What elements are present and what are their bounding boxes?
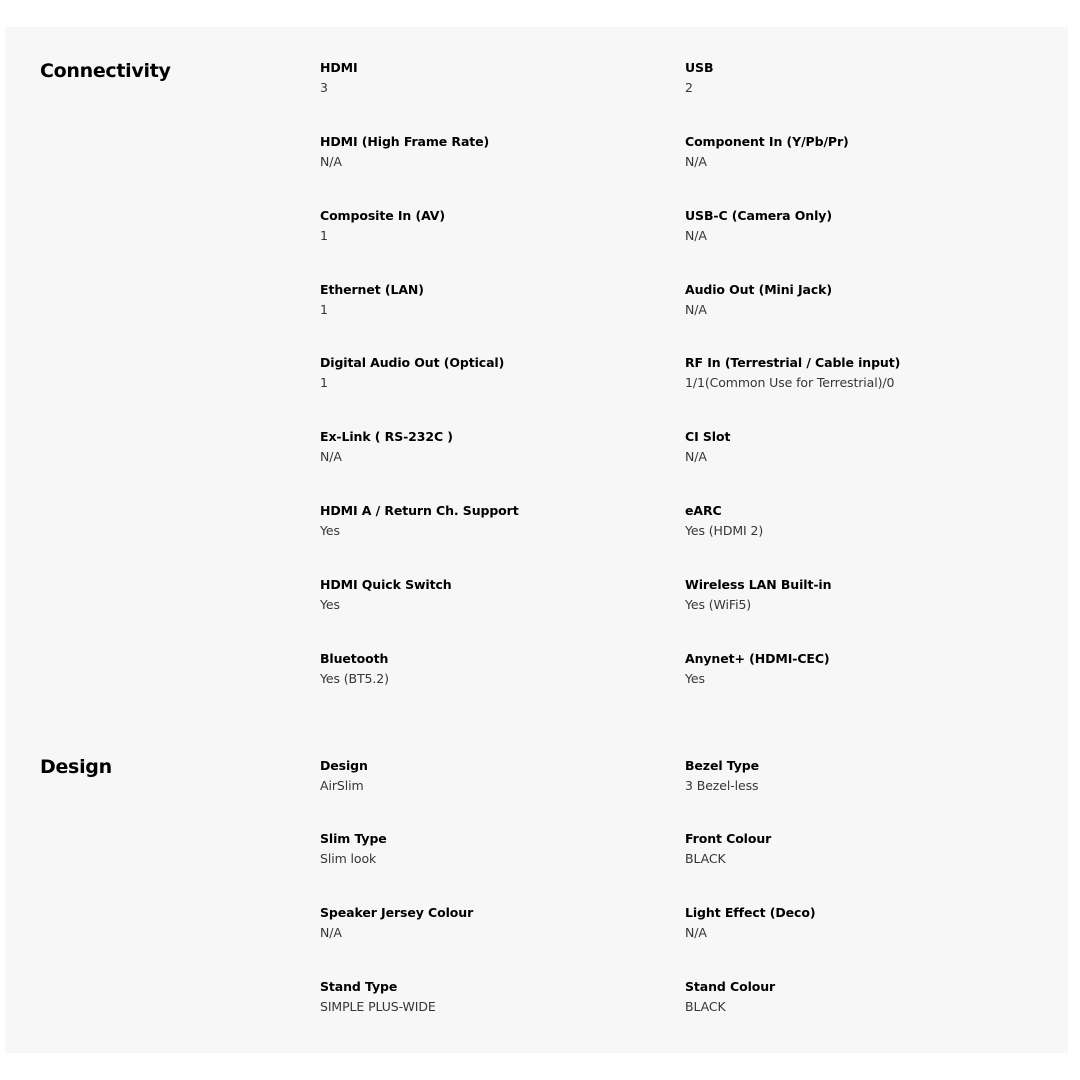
spec-label: RF In (Terrestrial / Cable input) [685,355,901,370]
spec-item [320,905,660,941]
spec-label: USB [685,60,714,75]
spec-value: N/A [685,925,707,940]
spec-label: Slim Type [320,831,387,846]
spec-item [320,355,660,391]
spec-label: eARC [685,503,722,518]
spec-value: 1 [320,228,328,243]
spec-item [685,651,1025,687]
spec-label: Stand Type [320,979,398,994]
spec-item [685,831,1025,867]
spec-label: CI Slot [685,429,731,444]
spec-label: HDMI [320,60,358,75]
spec-label: Stand Colour [685,979,776,994]
spec-item [685,503,1025,539]
spec-item [685,208,1025,244]
spec-label: Composite In (AV) [320,208,445,223]
spec-item [320,60,660,96]
spec-item [685,979,1025,1015]
spec-value: 1 [320,375,328,390]
spec-item [320,429,660,465]
spec-value: Yes [320,523,340,538]
spec-item [320,651,660,687]
spec-value: 2 [685,80,693,95]
spec-value: Yes [320,597,340,612]
spec-value: N/A [685,154,707,169]
spec-value: 3 Bezel-less [685,778,759,793]
spec-label: Front Colour [685,831,772,846]
spec-value: N/A [685,449,707,464]
spec-item [320,503,660,539]
spec-label: Ethernet (LAN) [320,282,424,297]
spec-item [320,577,660,613]
spec-value: AirSlim [320,778,364,793]
spec-item [320,208,660,244]
spec-item [320,758,660,794]
spec-panel [5,27,1068,1053]
spec-value: 1 [320,302,328,317]
spec-label: Speaker Jersey Colour [320,905,474,920]
spec-value: BLACK [685,999,726,1014]
spec-label: Audio Out (Mini Jack) [685,282,832,297]
spec-item [320,831,660,867]
section-title: Connectivity [40,60,171,82]
spec-value: N/A [320,154,342,169]
spec-item [685,282,1025,318]
spec-value: Slim look [320,851,377,866]
spec-item [685,429,1025,465]
spec-value: 3 [320,80,328,95]
spec-label: Wireless LAN Built-in [685,577,832,592]
spec-item [320,979,660,1015]
section-title: Design [40,756,112,778]
spec-item [685,355,1025,391]
spec-label: Bezel Type [685,758,760,773]
spec-label: Anynet+ (HDMI-CEC) [685,651,830,666]
spec-item [685,577,1025,613]
spec-item [685,905,1025,941]
spec-label: Ex-Link ( RS-232C ) [320,429,453,444]
spec-item [685,758,1025,794]
spec-item [320,134,660,170]
spec-label: HDMI A / Return Ch. Support [320,503,519,518]
spec-label: Component In (Y/Pb/Pr) [685,134,849,149]
spec-label: USB-C (Camera Only) [685,208,832,223]
spec-value: 1/1(Common Use for Terrestrial)/0 [685,375,895,390]
spec-value: SIMPLE PLUS-WIDE [320,999,436,1014]
spec-label: HDMI (High Frame Rate) [320,134,490,149]
spec-value: N/A [320,449,342,464]
spec-value: N/A [685,228,707,243]
spec-value: BLACK [685,851,726,866]
spec-label: Light Effect (Deco) [685,905,816,920]
spec-value: Yes [685,671,705,686]
spec-value: Yes (BT5.2) [320,671,389,686]
spec-label: Digital Audio Out (Optical) [320,355,505,370]
spec-value: N/A [685,302,707,317]
spec-value: Yes (HDMI 2) [685,523,764,538]
spec-label: Design [320,758,368,773]
spec-item [685,134,1025,170]
spec-value: N/A [320,925,342,940]
spec-label: Bluetooth [320,651,389,666]
spec-label: HDMI Quick Switch [320,577,452,592]
spec-value: Yes (WiFi5) [685,597,752,612]
spec-item [320,282,660,318]
spec-item [685,60,1025,96]
